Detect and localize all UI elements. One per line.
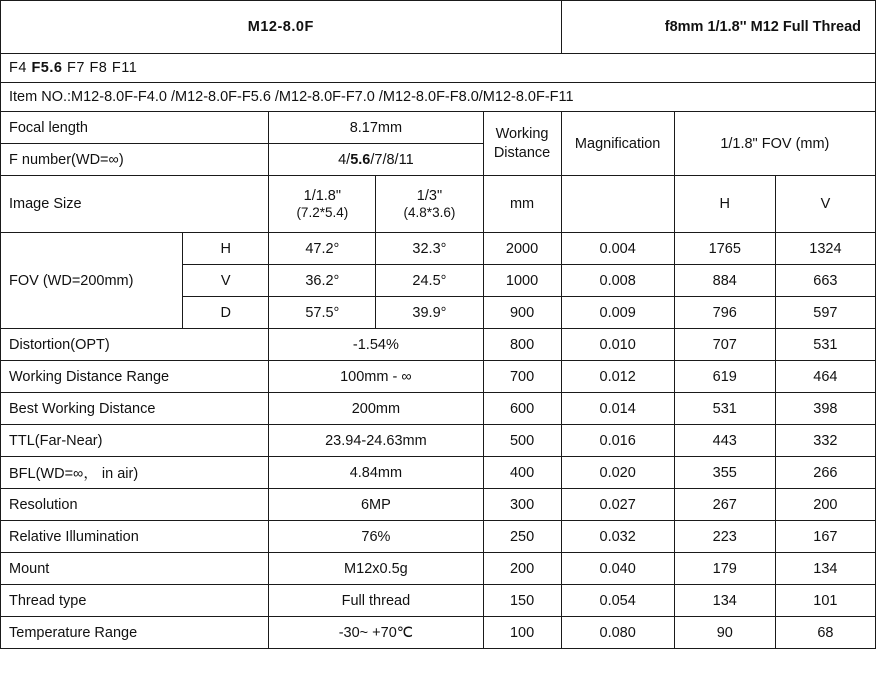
magnification-unit — [561, 176, 674, 233]
mag-value-9: 0.032 — [561, 521, 674, 553]
wd-value-12: 100 — [483, 617, 561, 649]
fovmm-v-3: 531 — [775, 329, 875, 361]
sensor-1-1.8-name: 1/1.8" — [303, 187, 342, 204]
wd-value-8: 300 — [483, 489, 561, 521]
best-working-distance-label: Best Working Distance — [1, 393, 269, 425]
temperature-range-value: -30~ +70℃ — [269, 617, 483, 649]
mag-value-8: 0.027 — [561, 489, 674, 521]
mag-value-0: 0.004 — [561, 233, 674, 265]
page-subtitle: f8mm 1/1.8'' M12 Full Thread — [561, 1, 875, 54]
fov-h-1-1.8: 47.2° — [269, 233, 376, 265]
wd-value-0: 2000 — [483, 233, 561, 265]
mount-value: M12x0.5g — [269, 553, 483, 585]
item-no-text: Item NO.:M12-8.0F-F4.0 /M12-8.0F-F5.6 /M12-8.0F-F7.0 /M12-8.0F-F8.0/M12-8.0F-F11 — [1, 83, 876, 112]
fovmm-v-12: 68 — [775, 617, 875, 649]
resolution-value: 6MP — [269, 489, 483, 521]
working-distance-header — [483, 112, 561, 176]
fov-v-1-1.8: 36.2° — [269, 265, 376, 297]
image-size-label: Image Size — [1, 176, 269, 233]
fovmm-h-0: 1765 — [674, 233, 775, 265]
fovmm-h-3: 707 — [674, 329, 775, 361]
fovmm-h-1: 884 — [674, 265, 775, 297]
sensor-1-3-header — [376, 176, 483, 233]
fovmm-h-4: 619 — [674, 361, 775, 393]
image-size-row — [1, 176, 876, 233]
fov-v-subheader: V — [775, 176, 875, 233]
wd-value-2: 900 — [483, 297, 561, 329]
fovmm-v-6: 332 — [775, 425, 875, 457]
fstop-list — [1, 54, 876, 83]
fov-h-subheader: H — [674, 176, 775, 233]
sensor-1-3-name: 1/3" — [416, 187, 443, 204]
fovmm-v-2: 597 — [775, 297, 875, 329]
f-number-selected: 5.6 — [350, 151, 371, 168]
fovmm-v-1: 663 — [775, 265, 875, 297]
thread-type-row — [1, 585, 876, 617]
temperature-range-label: Temperature Range — [1, 617, 269, 649]
fov-axis-h: H — [183, 233, 269, 265]
f-number-label: F number(WD=∞) — [1, 144, 269, 176]
working-distance-range-row — [1, 361, 876, 393]
bfl-row — [1, 457, 876, 489]
thread-type-value: Full thread — [269, 585, 483, 617]
wd-value-7: 400 — [483, 457, 561, 489]
page-title: M12-8.0F — [1, 1, 562, 54]
mag-value-3: 0.010 — [561, 329, 674, 361]
sensor-1-3-dims: (4.8*3.6) — [403, 204, 456, 220]
fovmm-h-12: 90 — [674, 617, 775, 649]
fovmm-v-0: 1324 — [775, 233, 875, 265]
bfl-label: BFL(WD=∞， in air) — [1, 457, 269, 489]
relative-illumination-value: 76% — [269, 521, 483, 553]
working-distance-header-line1: Working — [495, 126, 549, 143]
fstop-selected: F5.6 — [31, 60, 63, 76]
fovmm-v-8: 200 — [775, 489, 875, 521]
wd-value-10: 200 — [483, 553, 561, 585]
distortion-value: -1.54% — [269, 329, 483, 361]
mag-value-12: 0.080 — [561, 617, 674, 649]
fov-h-1-3: 32.3° — [376, 233, 483, 265]
fov-mm-header: 1/1.8" FOV (mm) — [674, 112, 875, 176]
fovmm-h-11: 134 — [674, 585, 775, 617]
mag-value-5: 0.014 — [561, 393, 674, 425]
ttl-row — [1, 425, 876, 457]
mag-value-4: 0.012 — [561, 361, 674, 393]
mag-value-2: 0.009 — [561, 297, 674, 329]
wd-value-4: 700 — [483, 361, 561, 393]
fovmm-h-10: 179 — [674, 553, 775, 585]
fovmm-h-5: 531 — [674, 393, 775, 425]
fov-axis-v: V — [183, 265, 269, 297]
fov-h-row — [1, 233, 876, 265]
fovmm-v-4: 464 — [775, 361, 875, 393]
bfl-value: 4.84mm — [269, 457, 483, 489]
fovmm-h-7: 355 — [674, 457, 775, 489]
working-distance-header-line2: Distance — [493, 144, 551, 161]
mag-value-1: 0.008 — [561, 265, 674, 297]
wd-value-9: 250 — [483, 521, 561, 553]
fov-d-1-1.8: 57.5° — [269, 297, 376, 329]
best-working-distance-row — [1, 393, 876, 425]
best-working-distance-value: 200mm — [269, 393, 483, 425]
ttl-label: TTL(Far-Near) — [1, 425, 269, 457]
fovmm-h-8: 267 — [674, 489, 775, 521]
fov-axis-d: D — [183, 297, 269, 329]
focal-length-label: Focal length — [1, 112, 269, 144]
fovmm-v-7: 266 — [775, 457, 875, 489]
fovmm-v-11: 101 — [775, 585, 875, 617]
relative-illumination-row — [1, 521, 876, 553]
sensor-1-1.8-header — [269, 176, 376, 233]
wd-value-3: 800 — [483, 329, 561, 361]
wd-value-1: 1000 — [483, 265, 561, 297]
resolution-label: Resolution — [1, 489, 269, 521]
fovmm-h-9: 223 — [674, 521, 775, 553]
resolution-row — [1, 489, 876, 521]
fovmm-v-10: 134 — [775, 553, 875, 585]
f-number-post: /7/8/11 — [370, 151, 414, 168]
fstop-row — [1, 54, 876, 83]
focal-length-row — [1, 112, 876, 144]
magnification-header: Magnification — [561, 112, 674, 176]
temperature-range-row — [1, 617, 876, 649]
mount-label: Mount — [1, 553, 269, 585]
working-distance-unit: mm — [483, 176, 561, 233]
working-distance-range-label: Working Distance Range — [1, 361, 269, 393]
fovmm-h-2: 796 — [674, 297, 775, 329]
wd-value-5: 600 — [483, 393, 561, 425]
item-no-row — [1, 83, 876, 112]
wd-value-11: 150 — [483, 585, 561, 617]
sensor-1-1.8-dims: (7.2*5.4) — [296, 204, 349, 220]
fovmm-h-6: 443 — [674, 425, 775, 457]
distortion-row — [1, 329, 876, 361]
wd-value-6: 500 — [483, 425, 561, 457]
relative-illumination-label: Relative Illumination — [1, 521, 269, 553]
f-number-value — [269, 144, 483, 176]
mount-row — [1, 553, 876, 585]
mag-value-7: 0.020 — [561, 457, 674, 489]
fov-wd200-label: FOV (WD=200mm) — [1, 233, 183, 329]
thread-type-label: Thread type — [1, 585, 269, 617]
fovmm-v-5: 398 — [775, 393, 875, 425]
f-number-pre: 4/ — [338, 151, 351, 168]
focal-length-value: 8.17mm — [269, 112, 483, 144]
fov-d-1-3: 39.9° — [376, 297, 483, 329]
mag-value-6: 0.016 — [561, 425, 674, 457]
mag-value-10: 0.040 — [561, 553, 674, 585]
fov-v-1-3: 24.5° — [376, 265, 483, 297]
working-distance-range-value: 100mm - ∞ — [269, 361, 483, 393]
fstop-rest: F7 F8 F11 — [67, 60, 138, 76]
ttl-value: 23.94-24.63mm — [269, 425, 483, 457]
fovmm-v-9: 167 — [775, 521, 875, 553]
fstop-first: F4 — [9, 60, 27, 76]
title-row — [1, 1, 876, 54]
distortion-label: Distortion(OPT) — [1, 329, 269, 361]
mag-value-11: 0.054 — [561, 585, 674, 617]
